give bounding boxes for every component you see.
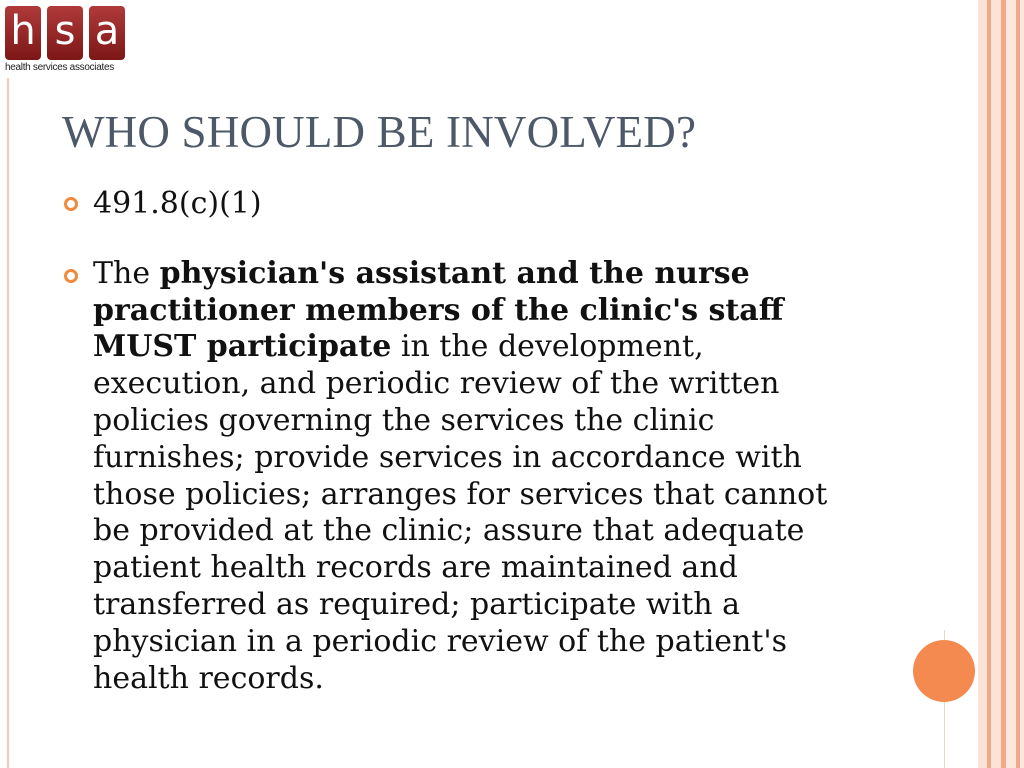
bullet-item	[62, 256, 862, 698]
right-stripe	[1020, 0, 1024, 768]
bullet-circle-icon	[64, 197, 78, 211]
bullet-rest-text: in the development, execution, and periodic review of the written policies governing the services the clinic furnishes; provide services in accordance with those policies; arranges for services that cannot be provided at the clinic; assure that adequate patient health records are maintained and transferred as required; participate with a physician in a periodic review of the patient's health records.	[93, 329, 828, 696]
bullet-bold-text: physician's assistant and the nurse practitioner members of the clinic's staff MUST participate	[93, 255, 784, 365]
bullet-lead-text: The	[93, 255, 160, 291]
left-border-line	[7, 78, 9, 768]
bullet-text: 491.8(c)(1)	[93, 186, 262, 221]
bullet-circle-icon	[64, 269, 78, 283]
logo-letter-s: s	[47, 6, 83, 60]
logo-letter-a: a	[89, 6, 125, 60]
bullet-paragraph	[93, 256, 862, 698]
logo-subtitle: health services associates	[5, 62, 114, 73]
hsa-logo	[5, 6, 127, 76]
slide-title: WHO SHOULD BE INVOLVED?	[62, 107, 697, 157]
bullet-list	[62, 186, 862, 697]
right-stripe	[991, 0, 1001, 768]
right-stripe	[978, 0, 987, 768]
logo-letter-h: h	[5, 6, 41, 60]
bullet-item	[62, 186, 862, 223]
right-stripe	[1006, 0, 1016, 768]
decorative-circle	[913, 640, 975, 702]
